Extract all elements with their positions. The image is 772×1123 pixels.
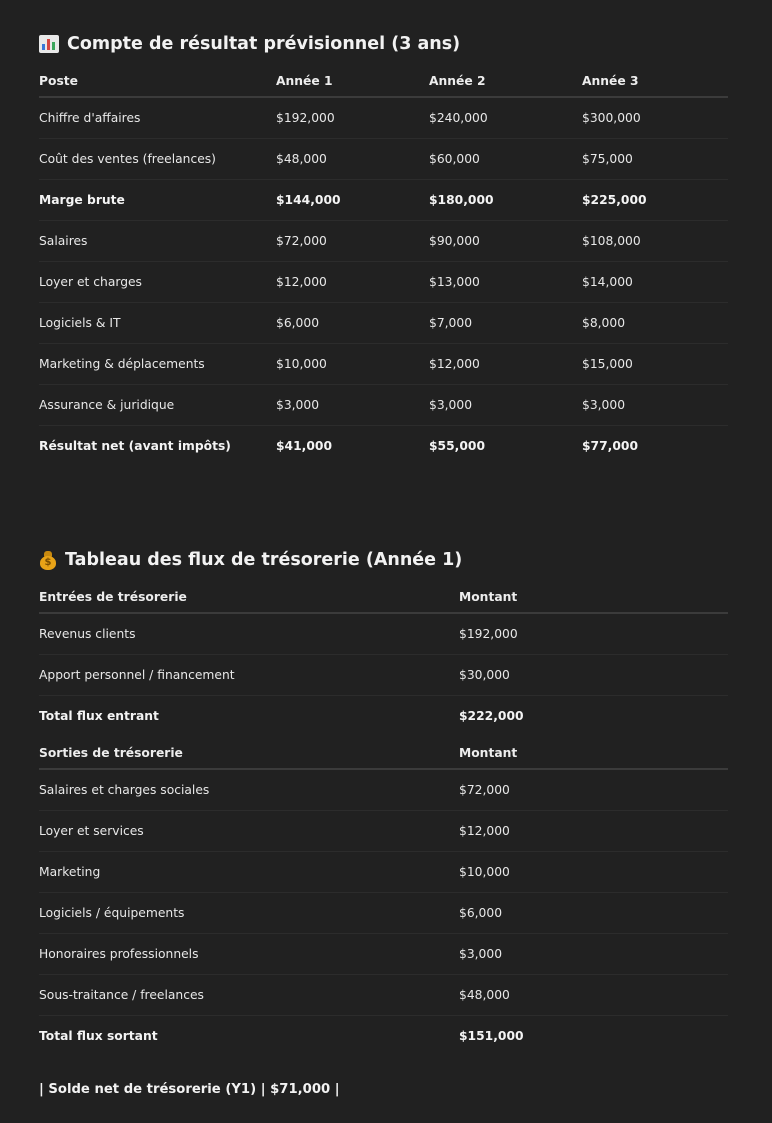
year2-value: $7,000 [429, 303, 582, 344]
year2-value: $12,000 [429, 344, 582, 385]
table-subheader-row [39, 736, 728, 769]
column-header: Sorties de trésorerie [39, 736, 459, 769]
row-label: Salaires et charges sociales [39, 769, 459, 811]
pl-table [39, 66, 728, 466]
year2-value: $55,000 [429, 439, 486, 453]
table-row [39, 655, 728, 696]
amount-value: $48,000 [459, 975, 728, 1016]
amount-value: $72,000 [459, 769, 728, 811]
table-row [39, 139, 728, 180]
year1-value: $72,000 [276, 221, 429, 262]
amount-value: $10,000 [459, 852, 728, 893]
year1-value: $10,000 [276, 344, 429, 385]
amount-value: $222,000 [459, 709, 524, 723]
year2-value: $90,000 [429, 221, 582, 262]
column-header: Année 2 [429, 66, 582, 97]
year1-value: $6,000 [276, 303, 429, 344]
row-label: Logiciels / équipements [39, 893, 459, 934]
table-row [39, 852, 728, 893]
year1-value: $144,000 [276, 180, 429, 221]
year3-value: $8,000 [582, 303, 728, 344]
table-row [39, 180, 728, 221]
table-header-row [39, 66, 728, 97]
table-row [39, 613, 728, 655]
year2-value: $60,000 [429, 139, 582, 180]
row-label: Logiciels & IT [39, 303, 276, 344]
year3-value: $300,000 [582, 97, 728, 139]
column-header: Montant [459, 736, 728, 769]
amount-value: $6,000 [459, 893, 728, 934]
amount-value: $30,000 [459, 655, 728, 696]
year1-value: $41,000 [276, 439, 333, 453]
row-label: Marge brute [39, 180, 276, 221]
pl-section-title [39, 34, 460, 54]
table-row [39, 934, 728, 975]
table-row [39, 97, 728, 139]
pl-title-text: Compte de résultat prévisionnel (3 ans) [67, 34, 461, 54]
row-label: Total flux entrant [39, 709, 159, 723]
table-row [39, 344, 728, 385]
row-label: Marketing & déplacements [39, 344, 276, 385]
row-label: Coût des ventes (freelances) [39, 139, 276, 180]
money-bag-icon: $ [39, 551, 57, 570]
table-row [39, 975, 728, 1016]
year3-value: $108,000 [582, 221, 728, 262]
table-row [39, 811, 728, 852]
column-header: Entrées de trésorerie [39, 582, 459, 613]
table-row [39, 262, 728, 303]
year1-value: $48,000 [276, 139, 429, 180]
year3-value: $14,000 [582, 262, 728, 303]
row-label: Honoraires professionnels [39, 934, 459, 975]
year3-value: $77,000 [582, 439, 639, 453]
column-header: Année 3 [582, 66, 728, 97]
row-label: Marketing [39, 852, 459, 893]
year3-value: $225,000 [582, 180, 728, 221]
table-header-row [39, 582, 728, 613]
year3-value: $3,000 [582, 385, 728, 426]
table-row [39, 426, 728, 467]
table-row [39, 221, 728, 262]
year2-value: $3,000 [429, 385, 582, 426]
table-row [39, 1016, 728, 1057]
year1-value: $12,000 [276, 262, 429, 303]
year2-value: $13,000 [429, 262, 582, 303]
bar-chart-icon [39, 35, 59, 53]
table-row [39, 385, 728, 426]
amount-value: $151,000 [459, 1029, 524, 1043]
column-header: Montant [459, 582, 728, 613]
row-label: Résultat net (avant impôts) [39, 439, 231, 453]
row-label: Total flux sortant [39, 1029, 158, 1043]
year1-value: $192,000 [276, 97, 429, 139]
net-cash-balance: | Solde net de trésorerie (Y1) | $71,000 | [39, 1082, 340, 1097]
table-row [39, 893, 728, 934]
row-label: Sous-traitance / freelances [39, 975, 459, 1016]
column-header: Poste [39, 66, 276, 97]
table-row [39, 696, 728, 737]
amount-value: $12,000 [459, 811, 728, 852]
cash-title-text: Tableau des flux de trésorerie (Année 1) [65, 550, 463, 570]
table-row [39, 769, 728, 811]
row-label: Chiffre d'affaires [39, 97, 276, 139]
year2-value: $240,000 [429, 97, 582, 139]
year1-value: $3,000 [276, 385, 429, 426]
amount-value: $192,000 [459, 613, 728, 655]
year3-value: $75,000 [582, 139, 728, 180]
table-row [39, 303, 728, 344]
cash-flow-table [39, 582, 728, 1056]
row-label: Assurance & juridique [39, 385, 276, 426]
row-label: Loyer et charges [39, 262, 276, 303]
row-label: Revenus clients [39, 613, 459, 655]
amount-value: $3,000 [459, 934, 728, 975]
row-label: Salaires [39, 221, 276, 262]
cash-section-title [39, 550, 462, 570]
year2-value: $180,000 [429, 180, 582, 221]
year3-value: $15,000 [582, 344, 728, 385]
row-label: Loyer et services [39, 811, 459, 852]
row-label: Apport personnel / financement [39, 655, 459, 696]
column-header: Année 1 [276, 66, 429, 97]
